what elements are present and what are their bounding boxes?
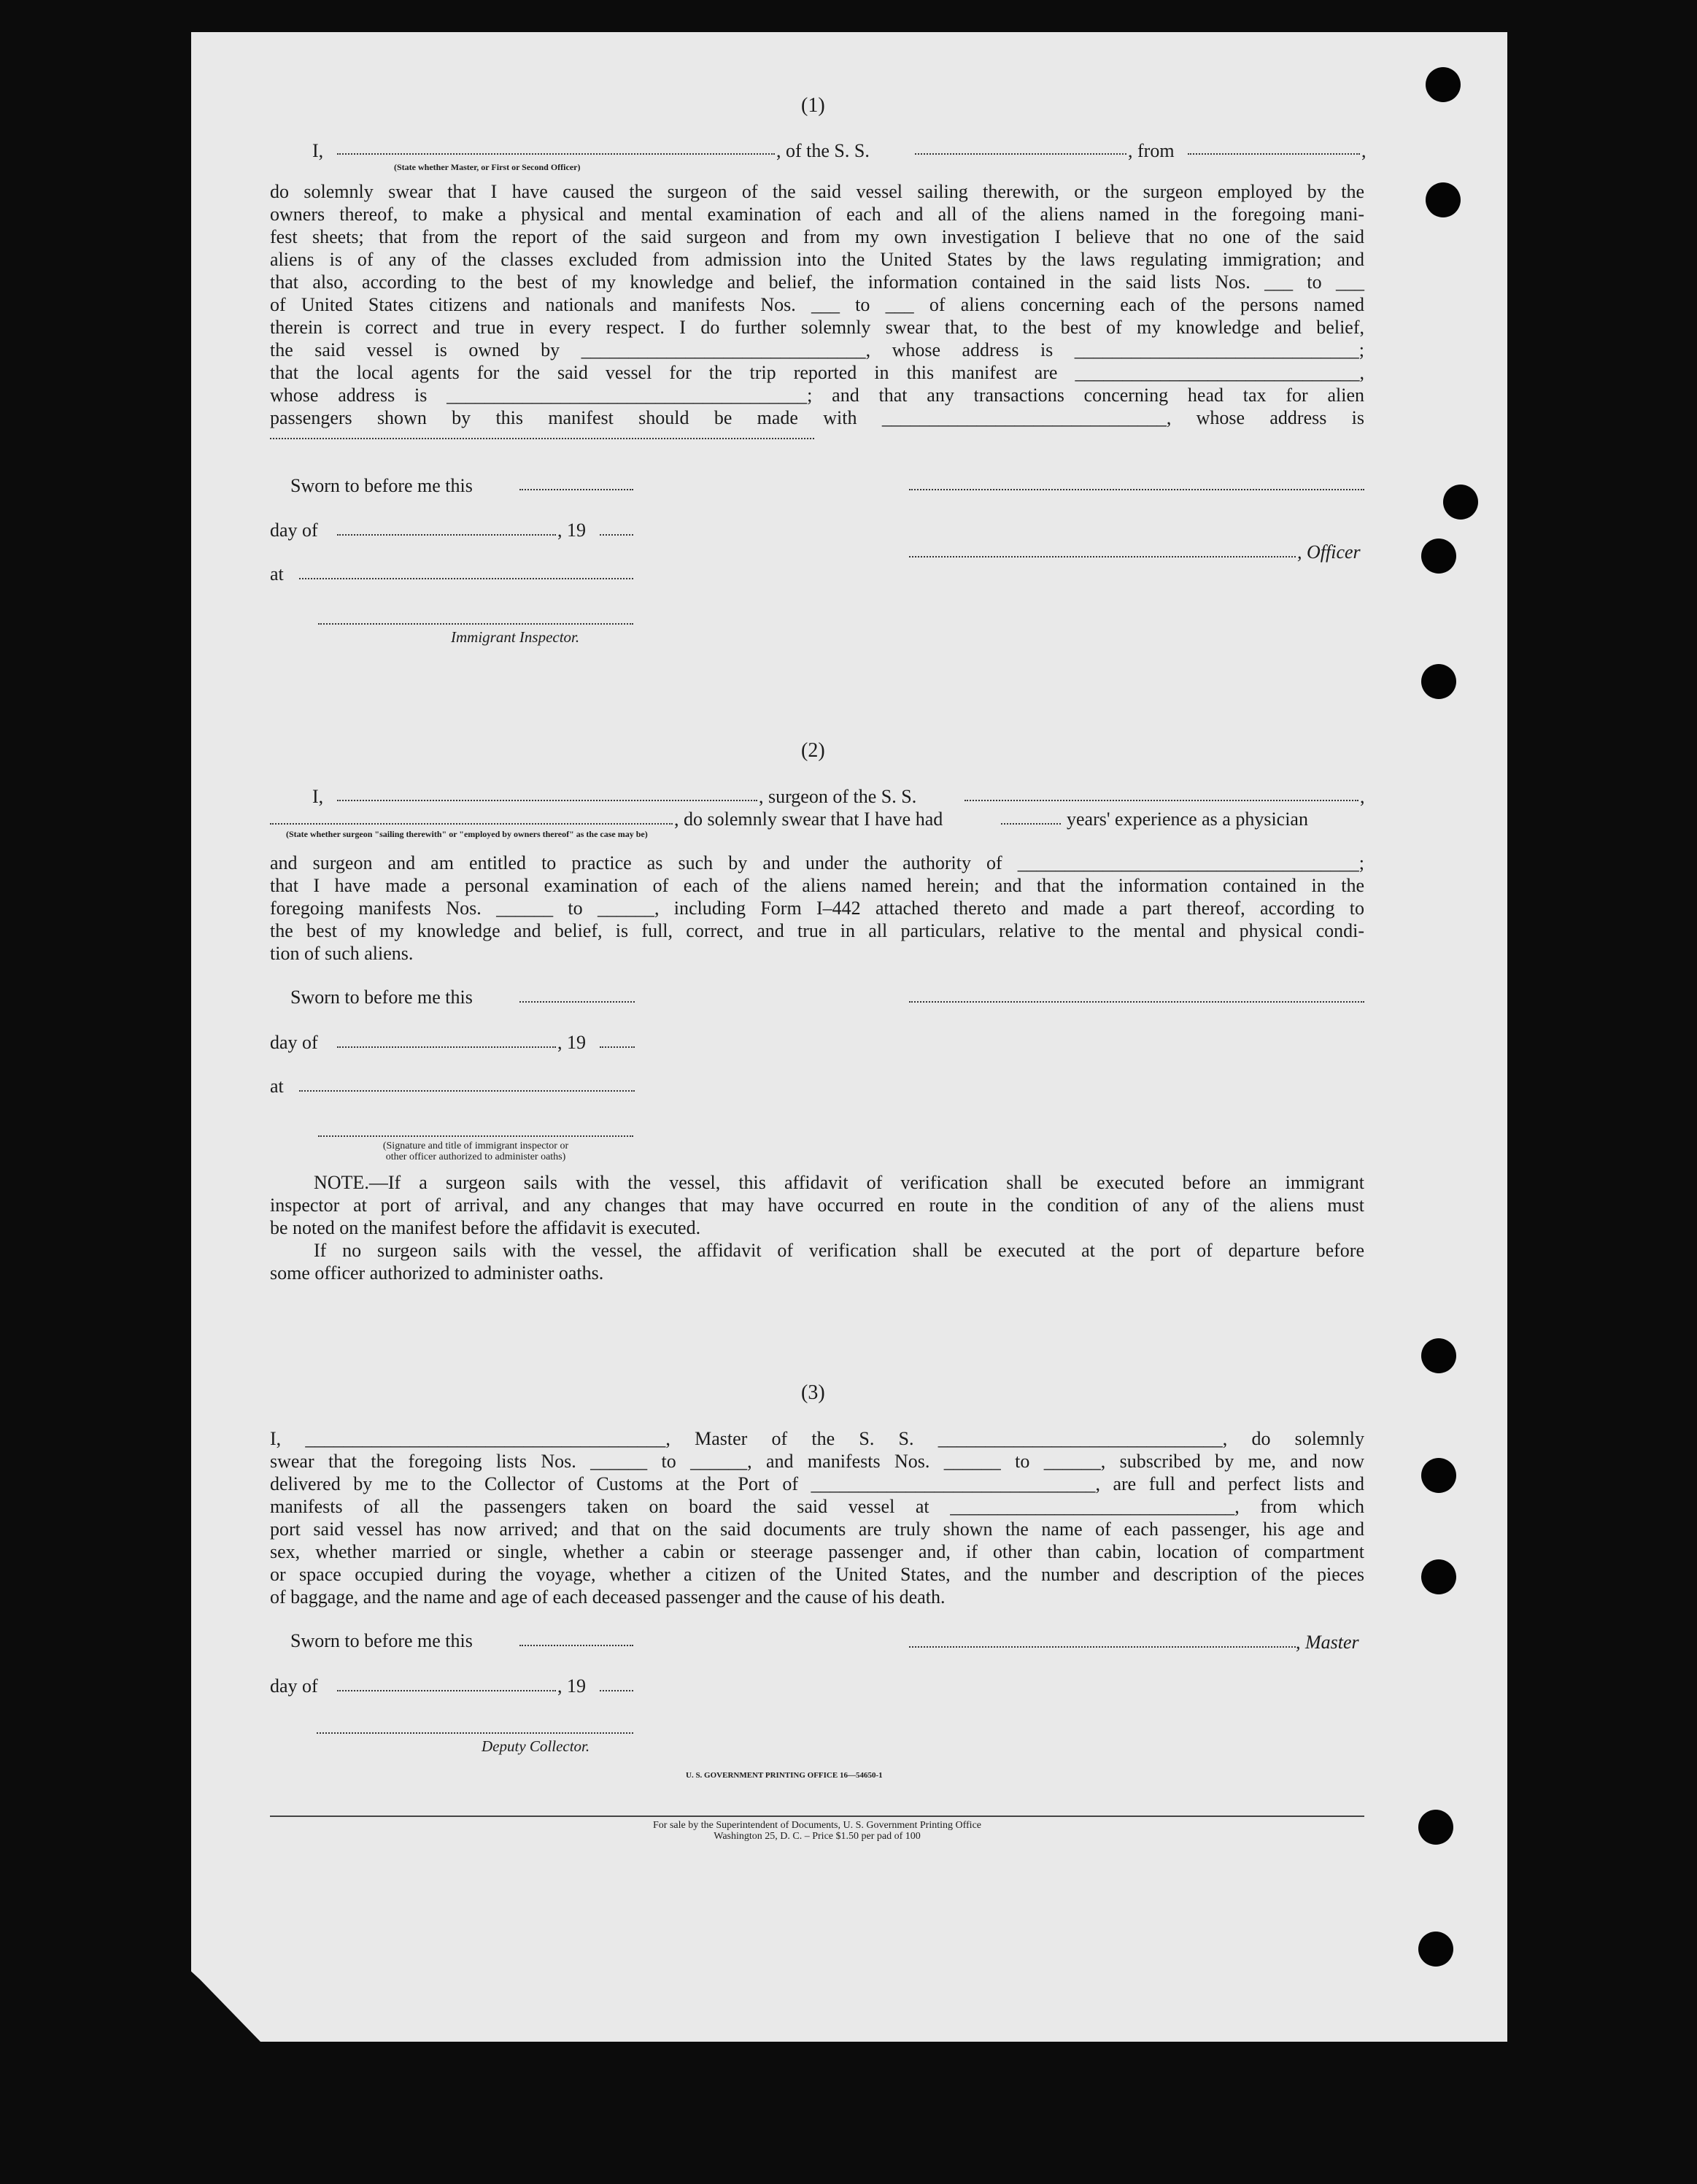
s1-day: day of (270, 520, 318, 541)
punch-hole (1421, 1559, 1456, 1594)
s2-sworn: Sworn to before me this (290, 987, 473, 1008)
footer-line: For sale by the Superintendent of Documents, U. S. Government Printing Office (653, 1820, 981, 1831)
gpo-imprint: U. S. GOVERNMENT PRINTING OFFICE 16—54650-1 (686, 1771, 883, 1780)
s1-para-line: that the local agents for the said vessel for the trip reported in this manifest are ______________________________, (270, 362, 1364, 383)
s3-para-line: manifests of all the passengers taken on board the said vessel at ______________________________, from which (270, 1496, 1364, 1517)
s1-year: , 19 (557, 520, 586, 541)
s2-note-line: If no surgeon sails with the vessel, the affidavit of verification shall be executed at the port of departure before (314, 1240, 1364, 1261)
s2-para-line: that I have made a personal examination of each of the aliens named herein; and that the information contained in the (270, 875, 1364, 896)
s3-sworn-blank[interactable] (519, 1645, 633, 1646)
s2-surgeon-of: , surgeon of the S. S. (759, 786, 917, 807)
s3-day-blank[interactable] (337, 1690, 556, 1691)
s2-inspector-blank[interactable] (318, 1135, 633, 1137)
section-1-title: (1) (801, 94, 825, 117)
punch-hole (1426, 182, 1461, 217)
s1-inspector-blank[interactable] (318, 623, 633, 625)
s2-years: years' experience as a physician (1067, 809, 1308, 830)
s1-i: I, (312, 140, 324, 161)
punch-hole (1421, 539, 1456, 574)
s2-sig-note-line: (Signature and title of immigrant inspector or (382, 1141, 569, 1151)
s2-years-blank[interactable] (1001, 823, 1061, 825)
footer-rule (270, 1816, 1364, 1817)
s2-note-line: be noted on the manifest before the affidavit is executed. (270, 1217, 701, 1238)
s2-vessel-blank[interactable] (965, 800, 1358, 801)
s1-signature-blank[interactable] (909, 489, 1364, 490)
s2-year-blank[interactable] (600, 1046, 635, 1048)
punch-hole (1421, 1338, 1456, 1373)
s2-year: , 19 (557, 1032, 586, 1053)
s1-officer-note: (State whether Master, or First or Second Officer) (394, 162, 581, 172)
s2-comma: , (1360, 786, 1365, 807)
s3-master: , Master (1296, 1632, 1359, 1653)
s2-name-blank[interactable] (337, 800, 757, 801)
s3-para-line: swear that the foregoing lists Nos. ______ to ______, and manifests Nos. ______ to ______, subscribed by me, and now (270, 1451, 1364, 1472)
s1-sworn: Sworn to before me this (290, 475, 473, 496)
s1-para-line: aliens is of any of the classes excluded from admission into the United States by the laws regulating immigration; and (270, 249, 1364, 270)
s1-para-line: the said vessel is owned by ______________________________, whose address is ______________________________; (270, 339, 1364, 360)
s3-master-blank[interactable] (909, 1646, 1296, 1648)
s2-para-line: and surgeon and am entitled to practice as such by and under the authority of ____________________________________; (270, 852, 1364, 873)
s2-para-line: the best of my knowledge and belief, is full, correct, and true in all particulars, relative to the mental and physical condi- (270, 920, 1364, 941)
s2-note-line: NOTE.—If a surgeon sails with the vessel, this affidavit of verification shall be executed before an immigrant (314, 1172, 1364, 1193)
s2-day-blank[interactable] (337, 1046, 556, 1048)
s2-sig-note (318, 1141, 633, 1162)
s1-from-blank[interactable] (1188, 153, 1360, 155)
s1-officer-blank[interactable] (337, 153, 775, 155)
s3-day: day of (270, 1675, 318, 1697)
s1-para-line: that also, according to the best of my knowledge and belief, the information contained in the said lists Nos. ___ to ___ (270, 271, 1364, 293)
s2-note-line: inspector at port of arrival, and any changes that may have occurred en route in the condition of any of the aliens must (270, 1195, 1364, 1216)
s2-i: I, (312, 786, 324, 807)
s1-of-ss: , of the S. S. (776, 140, 870, 161)
s2-sworn-blank[interactable] (519, 1001, 635, 1003)
s1-from: , from (1128, 140, 1175, 161)
footer-line: Washington 25, D. C. – Price $1.50 per pad of 100 (714, 1831, 921, 1842)
s2-sig-note-line: other officer authorized to administer oaths) (385, 1151, 566, 1162)
s2-at-blank[interactable] (299, 1090, 635, 1092)
s3-para-line: or space occupied during the voyage, whether a citizen of the United States, and the number and description of the pieces (270, 1564, 1364, 1585)
punch-hole (1421, 664, 1456, 699)
s2-para-line: tion of such aliens. (270, 943, 414, 964)
punch-hole (1443, 485, 1478, 520)
s2-swear: , do solemnly swear that I have had (674, 809, 943, 830)
s1-at: at (270, 563, 284, 584)
s1-para-line: whose address is ______________________________________; and that any transactions concerning head tax for alien (270, 385, 1364, 406)
section-2-title: (2) (801, 739, 825, 762)
punch-hole (1426, 67, 1461, 102)
s3-year: , 19 (557, 1675, 586, 1697)
s3-para-line: sex, whether married or single, whether a cabin or steerage passenger and, if other than cabin, location of compartment (270, 1541, 1364, 1562)
s2-type-blank[interactable] (270, 823, 673, 825)
punch-hole (1421, 1458, 1456, 1493)
s1-para-line: owners thereof, to make a physical and mental examination of each and all of the aliens named in the foregoing mani- (270, 204, 1364, 225)
s1-vessel-blank[interactable] (915, 153, 1126, 155)
s1-officer: , Officer (1297, 541, 1361, 563)
s3-para-line: of baggage, and the name and age of each deceased passenger and the cause of his death. (270, 1586, 946, 1608)
punch-hole (1418, 1932, 1453, 1967)
s2-type-note: (State whether surgeon "sailing therewith" or "employed by owners thereof" as the case may be) (286, 829, 648, 839)
s3-year-blank[interactable] (600, 1690, 633, 1691)
s2-note-line: some officer authorized to administer oaths. (270, 1262, 604, 1284)
footer (270, 1820, 1364, 1842)
s1-address-blank[interactable] (270, 438, 814, 439)
punch-hole (1418, 1810, 1453, 1845)
s1-para-line: do solemnly swear that I have caused the surgeon of the said vessel sailing therewith, or the surgeon employed by the (270, 181, 1364, 202)
s3-deputy-blank[interactable] (317, 1732, 633, 1734)
s1-sworn-blank[interactable] (519, 489, 633, 490)
s1-para-line: passengers shown by this manifest should be made with ______________________________, whose address is (270, 407, 1364, 428)
s1-officer-sign-blank[interactable] (909, 556, 1296, 557)
s1-inspector: Immigrant Inspector. (451, 628, 580, 646)
s1-para-line: of United States citizens and nationals and manifests Nos. ___ to ___ of aliens concerning each of the persons named (270, 294, 1364, 315)
s1-at-blank[interactable] (299, 578, 633, 579)
s2-para-line: foregoing manifests Nos. ______ to ______, including Form I–442 attached thereto and made a part thereof, according to (270, 898, 1364, 919)
s3-para-line: port said vessel has now arrived; and that on the said documents are truly shown the name of each passenger, his age and (270, 1519, 1364, 1540)
s3-deputy: Deputy Collector. (482, 1737, 590, 1755)
s1-comma: , (1361, 140, 1367, 161)
s1-day-blank[interactable] (337, 534, 556, 536)
s3-para-line: delivered by me to the Collector of Customs at the Port of ______________________________, are full and perfect lists and (270, 1473, 1364, 1494)
s2-day: day of (270, 1032, 318, 1053)
s3-sworn: Sworn to before me this (290, 1630, 473, 1651)
s2-at: at (270, 1076, 284, 1097)
s1-para-line: fest sheets; that from the report of the said surgeon and from my own investigation I believe that no one of the said (270, 226, 1364, 247)
s1-year-blank[interactable] (600, 534, 633, 536)
s2-signature-blank[interactable] (909, 1001, 1364, 1003)
section-3-title: (3) (801, 1381, 825, 1404)
s1-para-line: therein is correct and true in every respect. I do further solemnly swear that, to the best of my knowledge and belief, (270, 317, 1364, 338)
s3-para-line: I, ______________________________________, Master of the S. S. ______________________________, do solemnly (270, 1428, 1364, 1449)
